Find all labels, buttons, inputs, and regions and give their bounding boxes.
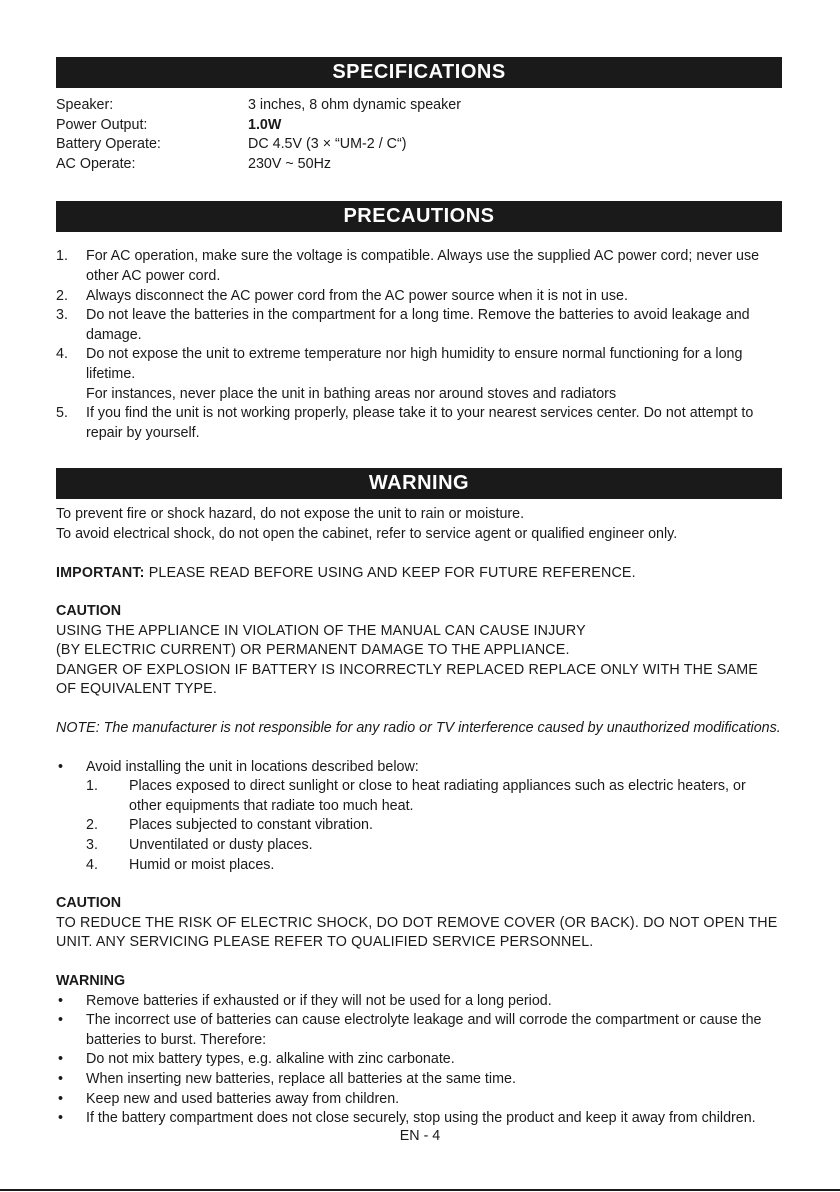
spec-value: DC 4.5V (3 × “UM-2 / C“) [248,136,407,153]
item-text: Remove batteries if exhausted or if they will not be used for a long period. [86,992,552,1009]
bottom-divider [0,1189,840,1191]
list-item [56,1011,782,1050]
item-text: If the battery compartment does not close securely, stop using the product and keep it away from children. [86,1110,756,1127]
important-text: PLEASE READ BEFORE USING AND KEEP FOR FUTURE REFERENCE. [144,564,636,581]
avoid-locations [56,758,782,876]
list-item [56,1090,782,1110]
warning-heading: WARNING [56,468,782,499]
warning-line: To avoid electrical shock, do not open the cabinet, refer to service agent or qualified engineer only. [56,525,678,542]
caution-text: TO REDUCE THE RISK OF ELECTRIC SHOCK, DO DOT REMOVE COVER (OR BACK). DO NOT OPEN THE UNIT. ANY SERVICING PLEASE REFER TO QUALIFIED SERVICE PERSONNEL. [56,914,778,951]
warning-line: To prevent fire or shock hazard, do not expose the unit to rain or moisture. [56,506,525,523]
spec-label: Speaker: [56,97,114,113]
spec-value: 1.0W [248,116,282,133]
spec-label: Power Output: [56,116,148,133]
warning-text [56,505,782,544]
item-text: For AC operation, make sure the voltage is compatible. Always use the supplied AC power cord; never use other AC power cord. [86,248,760,284]
item-text: If you find the unit is not working properly, please take it to your nearest services center. Do not attempt to repair by yourself. [86,405,754,441]
item-text: When inserting new batteries, replace all batteries at the same time. [86,1070,516,1087]
battery-warning-block [56,972,782,1129]
item-text: Places subjected to constant vibration. [129,817,373,834]
spec-label: Battery Operate: [56,136,161,153]
list-item [56,856,782,876]
specifications-table [56,96,782,174]
item-number: 3. [56,307,68,324]
list-item [56,306,782,345]
note-text: NOTE: The manufacturer is not responsible for any radio or TV interference caused by unauthorized modifications. [56,720,781,737]
caution-line: DANGER OF EXPLOSION IF BATTERY IS INCORRECTLY REPLACED REPLACE ONLY WITH THE SAME OF EQUIVALENT TYPE. [56,661,758,698]
list-item [56,1070,782,1090]
item-number: 4. [86,856,98,873]
item-number: 1. [86,778,98,795]
item-number: 2. [86,817,98,834]
page-number: EN - 4 [399,1128,441,1144]
spec-value: 230V ~ 50Hz [248,155,332,172]
important-label: IMPORTANT: [56,564,145,581]
manual-page [56,57,782,1129]
spec-row [56,135,782,155]
item-number: 1. [56,248,68,265]
list-item [56,345,782,384]
specifications-heading: SPECIFICATIONS [56,57,782,88]
spec-row [56,155,782,175]
important-notice [56,564,782,584]
list-item [56,777,782,816]
caution-heading: CAUTION [56,603,122,620]
caution-heading: CAUTION [56,895,122,912]
item-text: Humid or moist places. [129,856,275,873]
item-number: 2. [56,287,68,304]
item-text: Avoid installing the unit in locations described below: [86,758,419,775]
item-text: Always disconnect the AC power cord from the AC power source when it is not in use. [86,287,628,304]
spec-row [56,116,782,136]
list-item [56,816,782,836]
item-text: Do not mix battery types, e.g. alkaline with zinc carbonate. [86,1051,455,1068]
spec-value: 3 inches, 8 ohm dynamic speaker [248,97,461,113]
list-item [56,1109,782,1129]
list-item [56,836,782,856]
bullet-icon: • [58,1051,64,1068]
caution-line: USING THE APPLIANCE IN VIOLATION OF THE MANUAL CAN CAUSE INJURY [56,622,586,639]
item-text: Keep new and used batteries away from children. [86,1090,400,1107]
item-text: Do not expose the unit to extreme temperature nor high humidity to ensure normal functioning for a long lifetime. [86,346,743,382]
spec-row [56,96,782,116]
caution-block [56,602,782,700]
bullet-icon: • [58,1012,64,1029]
item-number: 5. [56,405,68,422]
bullet-icon: • [58,1110,64,1127]
item-number: 3. [86,837,98,854]
item-text: Do not leave the batteries in the compartment for a long time. Remove the batteries to avoid leakage and damage. [86,307,750,343]
item-extra-text: For instances, never place the unit in bathing areas nor around stoves and radiators [86,385,617,402]
precautions-list [56,247,782,443]
item-text: Unventilated or dusty places. [129,837,313,854]
list-item [56,404,782,443]
list-item [56,287,782,307]
list-item [56,247,782,286]
list-item [56,758,782,778]
precautions-heading: PRECAUTIONS [56,201,782,232]
caution-block [56,894,782,953]
bullet-icon: • [58,1070,64,1087]
item-number: 4. [56,346,68,363]
list-item [56,1050,782,1070]
list-item [56,992,782,1012]
item-text: The incorrect use of batteries can cause electrolyte leakage and will corrode the compartment or cause the batteries to burst. Therefore: [86,1012,762,1048]
warning-subheading: WARNING [56,973,126,989]
spec-label: AC Operate: [56,155,136,172]
bullet-icon: • [58,758,64,775]
caution-line: (BY ELECTRIC CURRENT) OR PERMANENT DAMAGE TO THE APPLIANCE. [56,642,570,659]
item-text: Places exposed to direct sunlight or close to heat radiating appliances such as electric heaters, or other equipments that radiate too much heat. [129,778,746,814]
bullet-icon: • [58,1090,64,1107]
bullet-icon: • [58,992,64,1009]
